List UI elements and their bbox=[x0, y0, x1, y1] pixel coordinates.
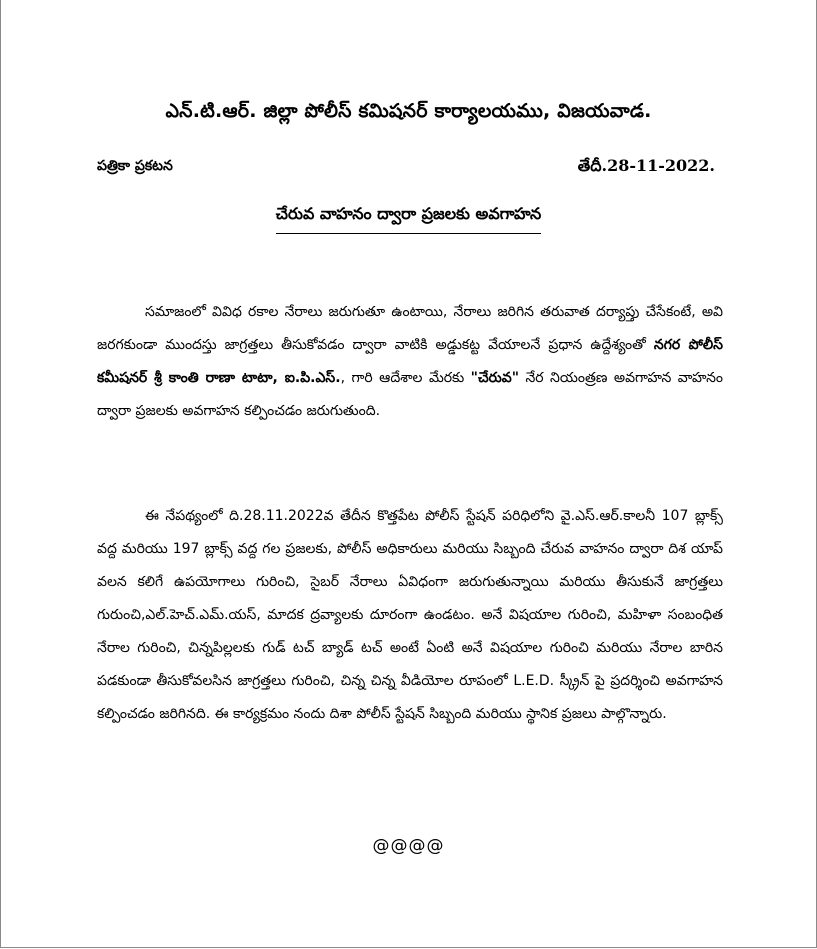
subject-heading bbox=[1, 204, 816, 234]
paragraph-2: ఈ నేపథ్యంలో ది.28.11.2022వ తేదీన కొత్తపేట పోలీస్ స్టేషన్ పరిధిలోని వై.ఎస్.ఆర్.కాలనీ 107 బ్లాక్స్ వద్ద మరియు 197 బ్లాక్స్ వద్ద గల ప్రజలకు, పోలీస్ అధికారులు మరియు సిబ్బంది చేరువ వాహనం ద్వారా దిశ యాప్ వలన కలిగే ఉపయోగాలు గురించి, సైబర్ నేరాలు ఏవిధంగా జరుగుతున్నాయి మరియు తీసుకునే జాగ్రత్తలు గురుంచి,ఎల్.హెచ్.ఎమ్.యస్, మాదక ద్రవ్యాలకు దూరంగా ఉండటం. అనే విషయాల గురించి, మహిళా సంబంధిత నేరాల గురించి, చిన్నపిల్లలకు గుడ్ టచ్ బ్యాడ్ టచ్ అంటే ఏంటి అనే విషయాల గురించి మరియు నేరాల బారిన పడకుండా తీసుకోవలసిన జాగ్రత్తలు గురించి, చిన్న చిన్న వీడియోల రూపంలో L.E.D. స్క్రీన్ పై ప్రదర్శించి అవగాహన కల్పించడం జరిగినది. ఈ కార్యక్రమం నందు దిశా పోలీస్ స్టేషన్ సిబ్బంది మరియు స్థానిక ప్రజలు పాల్గొన్నారు. bbox=[97, 508, 723, 722]
end-marker: @@@@ bbox=[372, 836, 445, 856]
paragraph-1-part-1: సమాజంలో వివిధ రకాల నేరాలు జరుగుతూ ఉంటాయి, నేరాలు జరిగిన తరువాత దర్యాప్తు చేసేకంటే, అవి జరగకుండా ముందస్తు జాగ్రత్తలు తీసుకోవడం ద్వారా వాటికి అడ్డుకట్ట వేయాలనే ప్రధాన ఉద్దేశ్యంతో bbox=[97, 304, 723, 353]
document-title: ఎన్.టి.ఆర్. జిల్లా పోలీస్ కమిషనర్ కార్యాలయము, విజయవాడ. bbox=[165, 100, 652, 122]
cheruva-name: "చేరువ" bbox=[470, 370, 519, 386]
paragraph-1-part-3: నేర నియంత్రణ అవగాహన వాహనం ద్వారా ప్రజలకు అవగాహన కల్పించడం జరుగుతుంది. bbox=[97, 370, 724, 419]
subject-text: చేరువ వాహనం ద్వారా ప్రజలకు అవగాహన bbox=[276, 204, 541, 234]
commissioner-name: నగర పోలీస్ కమీషనర్ శ్రీ కాంతి రాణా టాటా, ఐ.పి.ఎస్. bbox=[97, 337, 723, 386]
paragraph-1 bbox=[97, 296, 723, 428]
press-release-label: పత్రికా ప్రకటన bbox=[97, 158, 173, 174]
paragraph-1-part-2: , గారి ఆదేశాల మేరకు bbox=[340, 370, 471, 386]
release-date: తేదీ.28-11-2022. bbox=[577, 156, 715, 175]
